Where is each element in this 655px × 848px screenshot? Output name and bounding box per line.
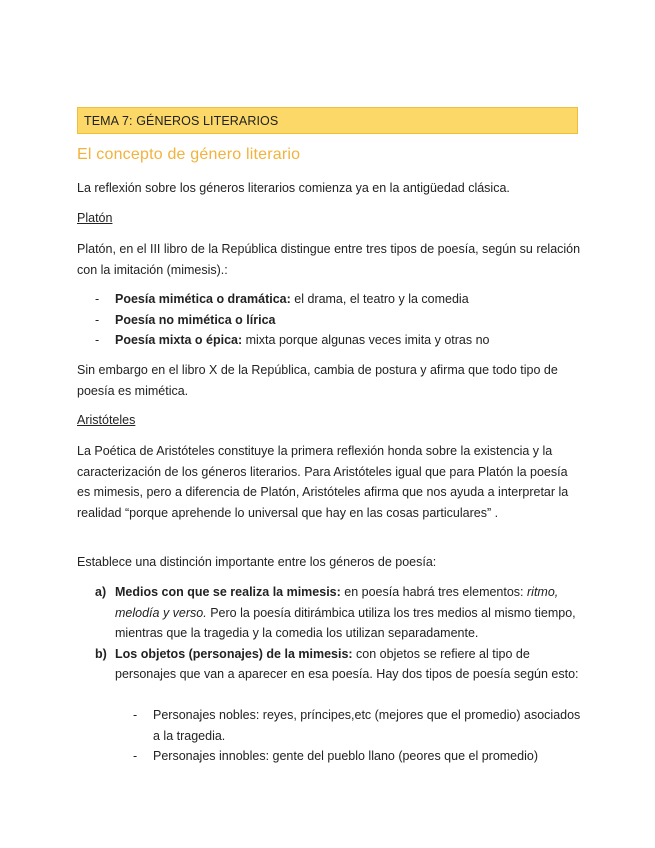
aristoteles-subtitle: Aristóteles	[77, 413, 136, 427]
list-item-bold: Poesía mimética o dramática:	[115, 292, 291, 306]
list-marker: b)	[95, 646, 107, 661]
list-item-bold: Poesía no mimética o lírica	[115, 312, 276, 327]
list-dash: -	[95, 292, 100, 306]
list-item-text: en poesía habrá tres elementos:	[340, 585, 528, 599]
intro-paragraph: La reflexión sobre los géneros literarios comienza ya en la antigüedad clásica.	[77, 181, 510, 195]
list-item-italic: ritmo, melodía y verso.	[115, 585, 559, 620]
list-item-a	[95, 582, 585, 644]
topic-banner	[77, 107, 578, 134]
list-item	[133, 705, 583, 746]
topic-title: TEMA 7: GÉNEROS LITERARIOS	[84, 114, 279, 128]
list-item-text-end: Pero la poesía ditirámbica utiliza los tres medios al mismo tiempo, mientras que la tragedia y la comedia los utilizan separadamente.	[115, 605, 576, 640]
section-heading: El concepto de género literario	[77, 146, 301, 163]
list-item-text: con objetos se refiere al tipo de personajes que van a aparecer en esa poesía. Hay dos tipos de poesía según esto:	[115, 646, 579, 681]
list-item-bold: Poesía mixta o épica:	[115, 333, 243, 347]
personajes-sublist	[133, 705, 583, 767]
list-item	[95, 330, 585, 351]
list-marker: a)	[95, 585, 107, 599]
list-item-bold: Medios con que se realiza la mimesis:	[115, 585, 341, 599]
list-item	[133, 746, 583, 767]
list-dash: -	[95, 333, 100, 347]
list-item-text: Personajes innobles: gente del pueblo llano (peores que el promedio)	[153, 749, 538, 763]
platon-paragraph: Platón, en el III libro de la República distingue entre tres tipos de poesía, según su relación con la imitación (mimesis).:	[77, 242, 581, 277]
list-item-b	[95, 644, 585, 685]
list-item-text: Personajes nobles: reyes, príncipes,etc (mejores que el promedio) asociados a la tragedia.	[153, 708, 581, 743]
distincion-paragraph: Establece una distinción importante entre los géneros de poesía:	[77, 555, 437, 569]
platon-subtitle: Platón	[77, 211, 113, 225]
list-item-bold: Los objetos (personajes) de la mimesis:	[115, 646, 353, 661]
list-item-text: mixta porque algunas veces imita y otras no	[242, 333, 490, 347]
list-item	[95, 310, 585, 331]
platon-closing-paragraph: Sin embargo en el libro X de la República, cambia de postura y afirma que todo tipo de poesía es mimética.	[77, 363, 558, 398]
aristoteles-paragraph: La Poética de Aristóteles constituye la primera reflexión honda sobre la existencia y la caracterización de los géneros literarios. Para Aristóteles igual que para Platón la poesía es mimesis, pero a diferencia de Platón, Aristóteles afirma que nos ayuda a interpretar la realidad “porque aprehende lo universal que hay en las cosas particulares” .	[77, 444, 569, 520]
list-item	[95, 289, 585, 310]
list-item-text: el drama, el teatro y la comedia	[290, 292, 469, 306]
list-dash: -	[133, 749, 138, 763]
aristoteles-items-list	[95, 582, 585, 685]
list-dash: -	[133, 708, 138, 722]
list-dash: -	[95, 312, 100, 327]
platon-poetry-list	[95, 289, 585, 351]
